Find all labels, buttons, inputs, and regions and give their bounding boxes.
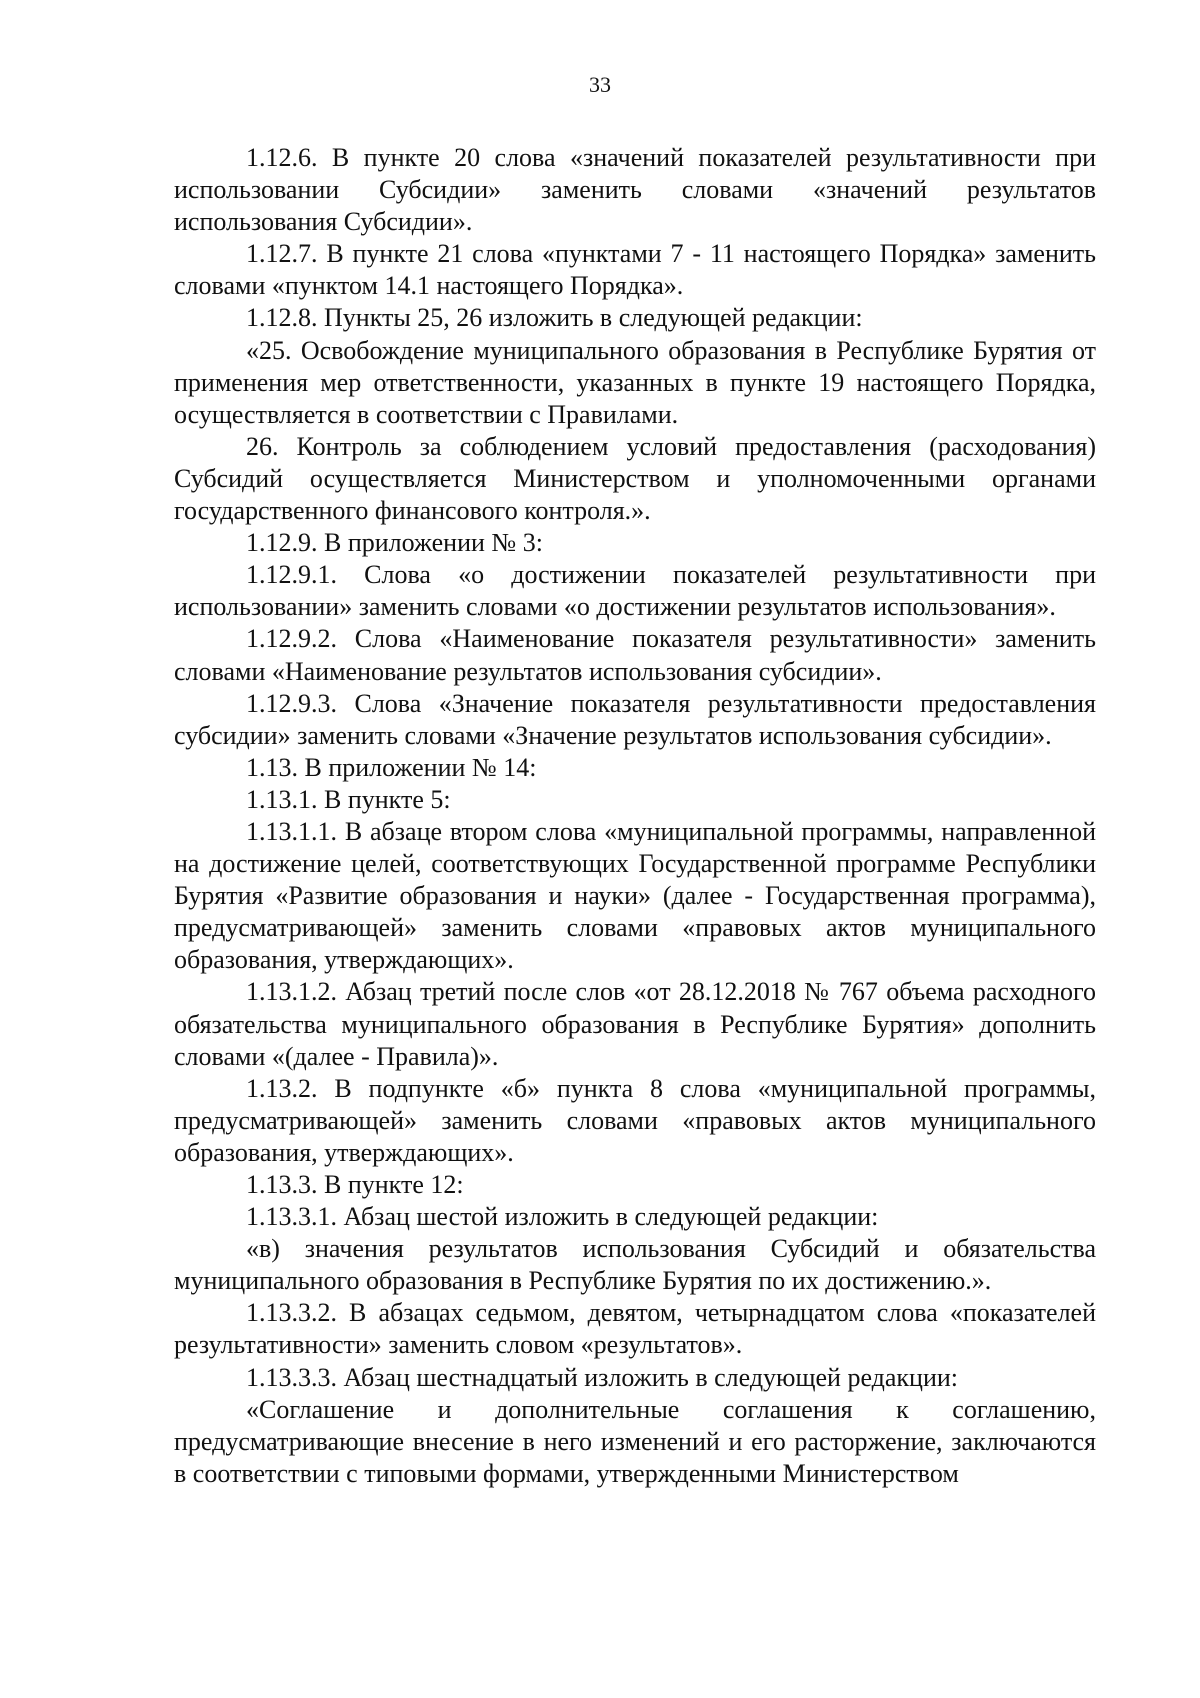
- paragraph-1-13-3: 1.13.3. В пункте 12:: [246, 1170, 464, 1199]
- paragraph-26: 26. Контроль за соблюдением условий предоставления (расходования) Субсидий осуществляется Министерством и уполномоченными органами государственного финансового контроля.».: [174, 431, 1096, 526]
- paragraph-1-12-9-2: 1.12.9.2. Слова «Наименование показателя результативности» заменить словами «Наименование результатов использования субсидии».: [174, 624, 1096, 686]
- document-body: [174, 142, 1096, 1490]
- paragraph-1-12-7: 1.12.7. В пункте 21 слова «пунктами 7 - 11 настоящего Порядка» заменить словами «пунктом 14.1 настоящего Порядка».: [174, 239, 1096, 301]
- paragraph-1-13: 1.13. В приложении № 14:: [246, 752, 537, 782]
- paragraph-25: «25. Освобождение муниципального образования в Республике Бурятия от применения мер ответственности, указанных в пункте 19 настоящего Порядка, осуществляется в соответствии с Правилами.: [174, 335, 1096, 429]
- paragraph-1-13-3-2: 1.13.3.2. В абзацах седьмом, девятом, четырнадцатом слова «показателей результативности» заменить словом «результатов».: [174, 1298, 1096, 1360]
- paragraph-1-13-3-1: 1.13.3.1. Абзац шестой изложить в следующей редакции:: [246, 1202, 879, 1232]
- paragraph-1-12-6: 1.12.6. В пункте 20 слова «значений показателей результативности при использовании Субсидии» заменить словами «значений результатов использования Субсидии».: [174, 143, 1096, 237]
- paragraph-1-13-1-2: 1.13.1.2. Абзац третий после слов «от 28.12.2018 № 767 объема расходного обязательства муниципального образования в Республике Бурятия» дополнить словами «(далее - Правила)».: [174, 977, 1096, 1071]
- paragraph-agreement: «Соглашение и дополнительные соглашения к соглашению, предусматривающие внесение в него изменений и его расторжение, заключаются в соответствии с типовыми формами, утвержденными Министерством: [174, 1394, 1096, 1488]
- paragraph-1-12-9-3: 1.12.9.3. Слова «Значение показателя результативности предоставления субсидии» заменить словами «Значение результатов использования субсидии».: [174, 688, 1096, 750]
- page-number: 33: [589, 72, 611, 97]
- paragraph-v: «в) значения результатов использования Субсидий и обязательства муниципального образования в Республике Бурятия по их достижению.».: [174, 1234, 1096, 1296]
- paragraph-1-13-2: 1.13.2. В подпункте «б» пункта 8 слова «муниципальной программы, предусматривающей» заменить словами «правовых актов муниципального образования, утверждающих».: [174, 1073, 1096, 1167]
- paragraph-1-13-1-1: 1.13.1.1. В абзаце втором слова «муниципальной программы, направленной на достижение целей, соответствующих Государственной программе Республики Бурятия «Развитие образования и науки» (далее - Государственная программа), предусматривающей» заменить словами «правовых актов муниципального образования, утверждающих».: [174, 816, 1096, 975]
- paragraph-1-13-1: 1.13.1. В пункте 5:: [246, 784, 451, 814]
- paragraph-1-12-9: 1.12.9. В приложении № 3:: [246, 528, 543, 558]
- paragraph-1-12-8: 1.12.8. Пункты 25, 26 изложить в следующей редакции:: [246, 303, 863, 333]
- paragraph-1-13-3-3: 1.13.3.3. Абзац шестнадцатый изложить в следующей редакции:: [246, 1362, 959, 1392]
- paragraph-1-12-9-1: 1.12.9.1. Слова «о достижении показателей результативности при использовании» заменить словами «о достижении результатов использования».: [174, 560, 1096, 622]
